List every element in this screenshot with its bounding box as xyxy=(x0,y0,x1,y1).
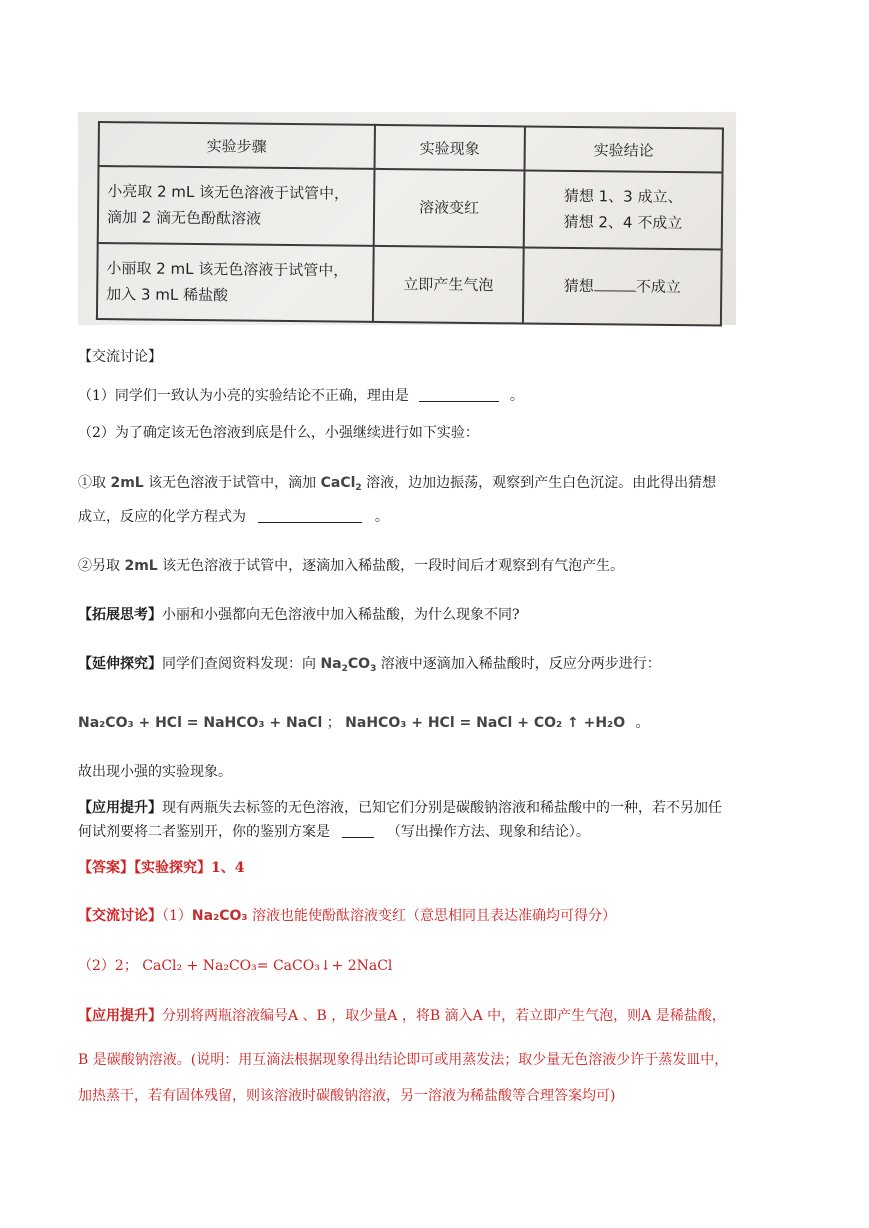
row1-phenomenon: 溶液变红 xyxy=(374,169,525,247)
reagent-cacl2: CaCl$_2$ xyxy=(320,475,362,493)
answer-application-2: B 是碳酸钠溶液。(说明：用互滴法根据现象得出结论即可或用蒸发法；取少量无色溶液少许于蒸发皿中， xyxy=(78,1052,729,1068)
step-1-line2: 成立，反应的化学方程式为 。 xyxy=(78,509,389,525)
row2-phenomenon: 立即产生气泡 xyxy=(373,245,524,323)
think-paragraph: 【拓展思考】小丽和小强都向无色溶液中加入稀盐酸，为什么现象不同? xyxy=(78,607,520,623)
table-photo xyxy=(78,112,736,325)
row1-step: 小亮取 2 mL 该无色溶液于试管中， 滴加 2 滴无色酚酞溶液 xyxy=(98,166,375,245)
experiment-table xyxy=(96,121,724,327)
answer-application-1: 【应用提升】分别将两瓶溶液编号A 、B ，取少量A ，将B 滴入A 中，若立即产生气泡，则A 是稀盐酸， xyxy=(78,1008,726,1024)
answer-application-3: 加热蒸干，若有固体残留，则该溶液时碳酸钠溶液，另一溶液为稀盐酸等合理答案均可) xyxy=(78,1088,616,1104)
answer-blank xyxy=(594,276,636,291)
header-steps: 实验步骤 xyxy=(99,122,375,169)
header-phenomenon: 实验现象 xyxy=(375,125,525,171)
explore-paragraph: 【延伸探究】同学们查阅资料发现：向 $Na_2CO_3$ 溶液中逐滴加入稀盐酸时，反应分两步进行： xyxy=(78,656,661,674)
application-line1: 【应用提升】现有两瓶失去标签的无色溶液，已知它们分别是碳酸钠溶液和稀盐酸中的一种，若不另加任 xyxy=(78,800,722,816)
application-line2: 何试剂要将二者鉴别开，你的鉴别方案是 （写出操作方法、现象和结论）。 xyxy=(78,824,590,840)
answer-blank xyxy=(342,823,374,838)
reaction-equations: Na₂CO₃ + HCl = NaHCO₃ + NaCl ； NaHCO₃ + HCl = NaCl + CO₂ ↑ +H₂O 。 xyxy=(78,715,650,731)
answer-line1: 【答案】【实验探究】1、4 xyxy=(78,860,245,876)
answer-blank xyxy=(419,387,499,402)
row2-step: 小丽取 2 mL 该无色溶液于试管中， 加入 3 mL 稀盐酸 xyxy=(97,243,374,322)
step-1-line1: ①取 2mL 该无色溶液于试管中，滴加 CaCl$_2$ 溶液，边加边振荡，观察到产生白色沉淀。由此得出猜想 xyxy=(78,475,717,493)
header-conclusion: 实验结论 xyxy=(525,126,723,172)
explore-conclusion: 故出现小强的实验现象。 xyxy=(78,764,232,780)
row1-conclusion: 猜想 1、3 成立、 猜想 2、4 不成立 xyxy=(524,170,723,249)
question-1: （1）同学们一致认为小亮的实验结论不正确，理由是 。 xyxy=(78,388,524,404)
reagent-na2co3: $Na_2CO_3$ xyxy=(320,656,377,674)
amount: 2mL xyxy=(110,475,144,491)
step-2: ②另取 2mL 该无色溶液于试管中，逐滴加入稀盐酸，一段时间后才观察到有气泡产生。 xyxy=(78,558,625,574)
answer-blank xyxy=(258,508,362,523)
discussion-heading: 【交流讨论】 xyxy=(78,349,162,365)
row2-conclusion: 猜想 不成立 xyxy=(523,247,722,326)
answer-discussion: 【交流讨论】（1）Na₂CO₃ 溶液也能使酚酞溶液变红（意思相同且表达准确均可得分） xyxy=(78,908,616,924)
answer-equation: （2）2； CaCl₂ + Na₂CO₃= CaCO₃↓+ 2NaCl xyxy=(78,958,393,974)
question-2: （2）为了确定该无色溶液到底是什么，小强继续进行如下实验： xyxy=(78,425,479,441)
